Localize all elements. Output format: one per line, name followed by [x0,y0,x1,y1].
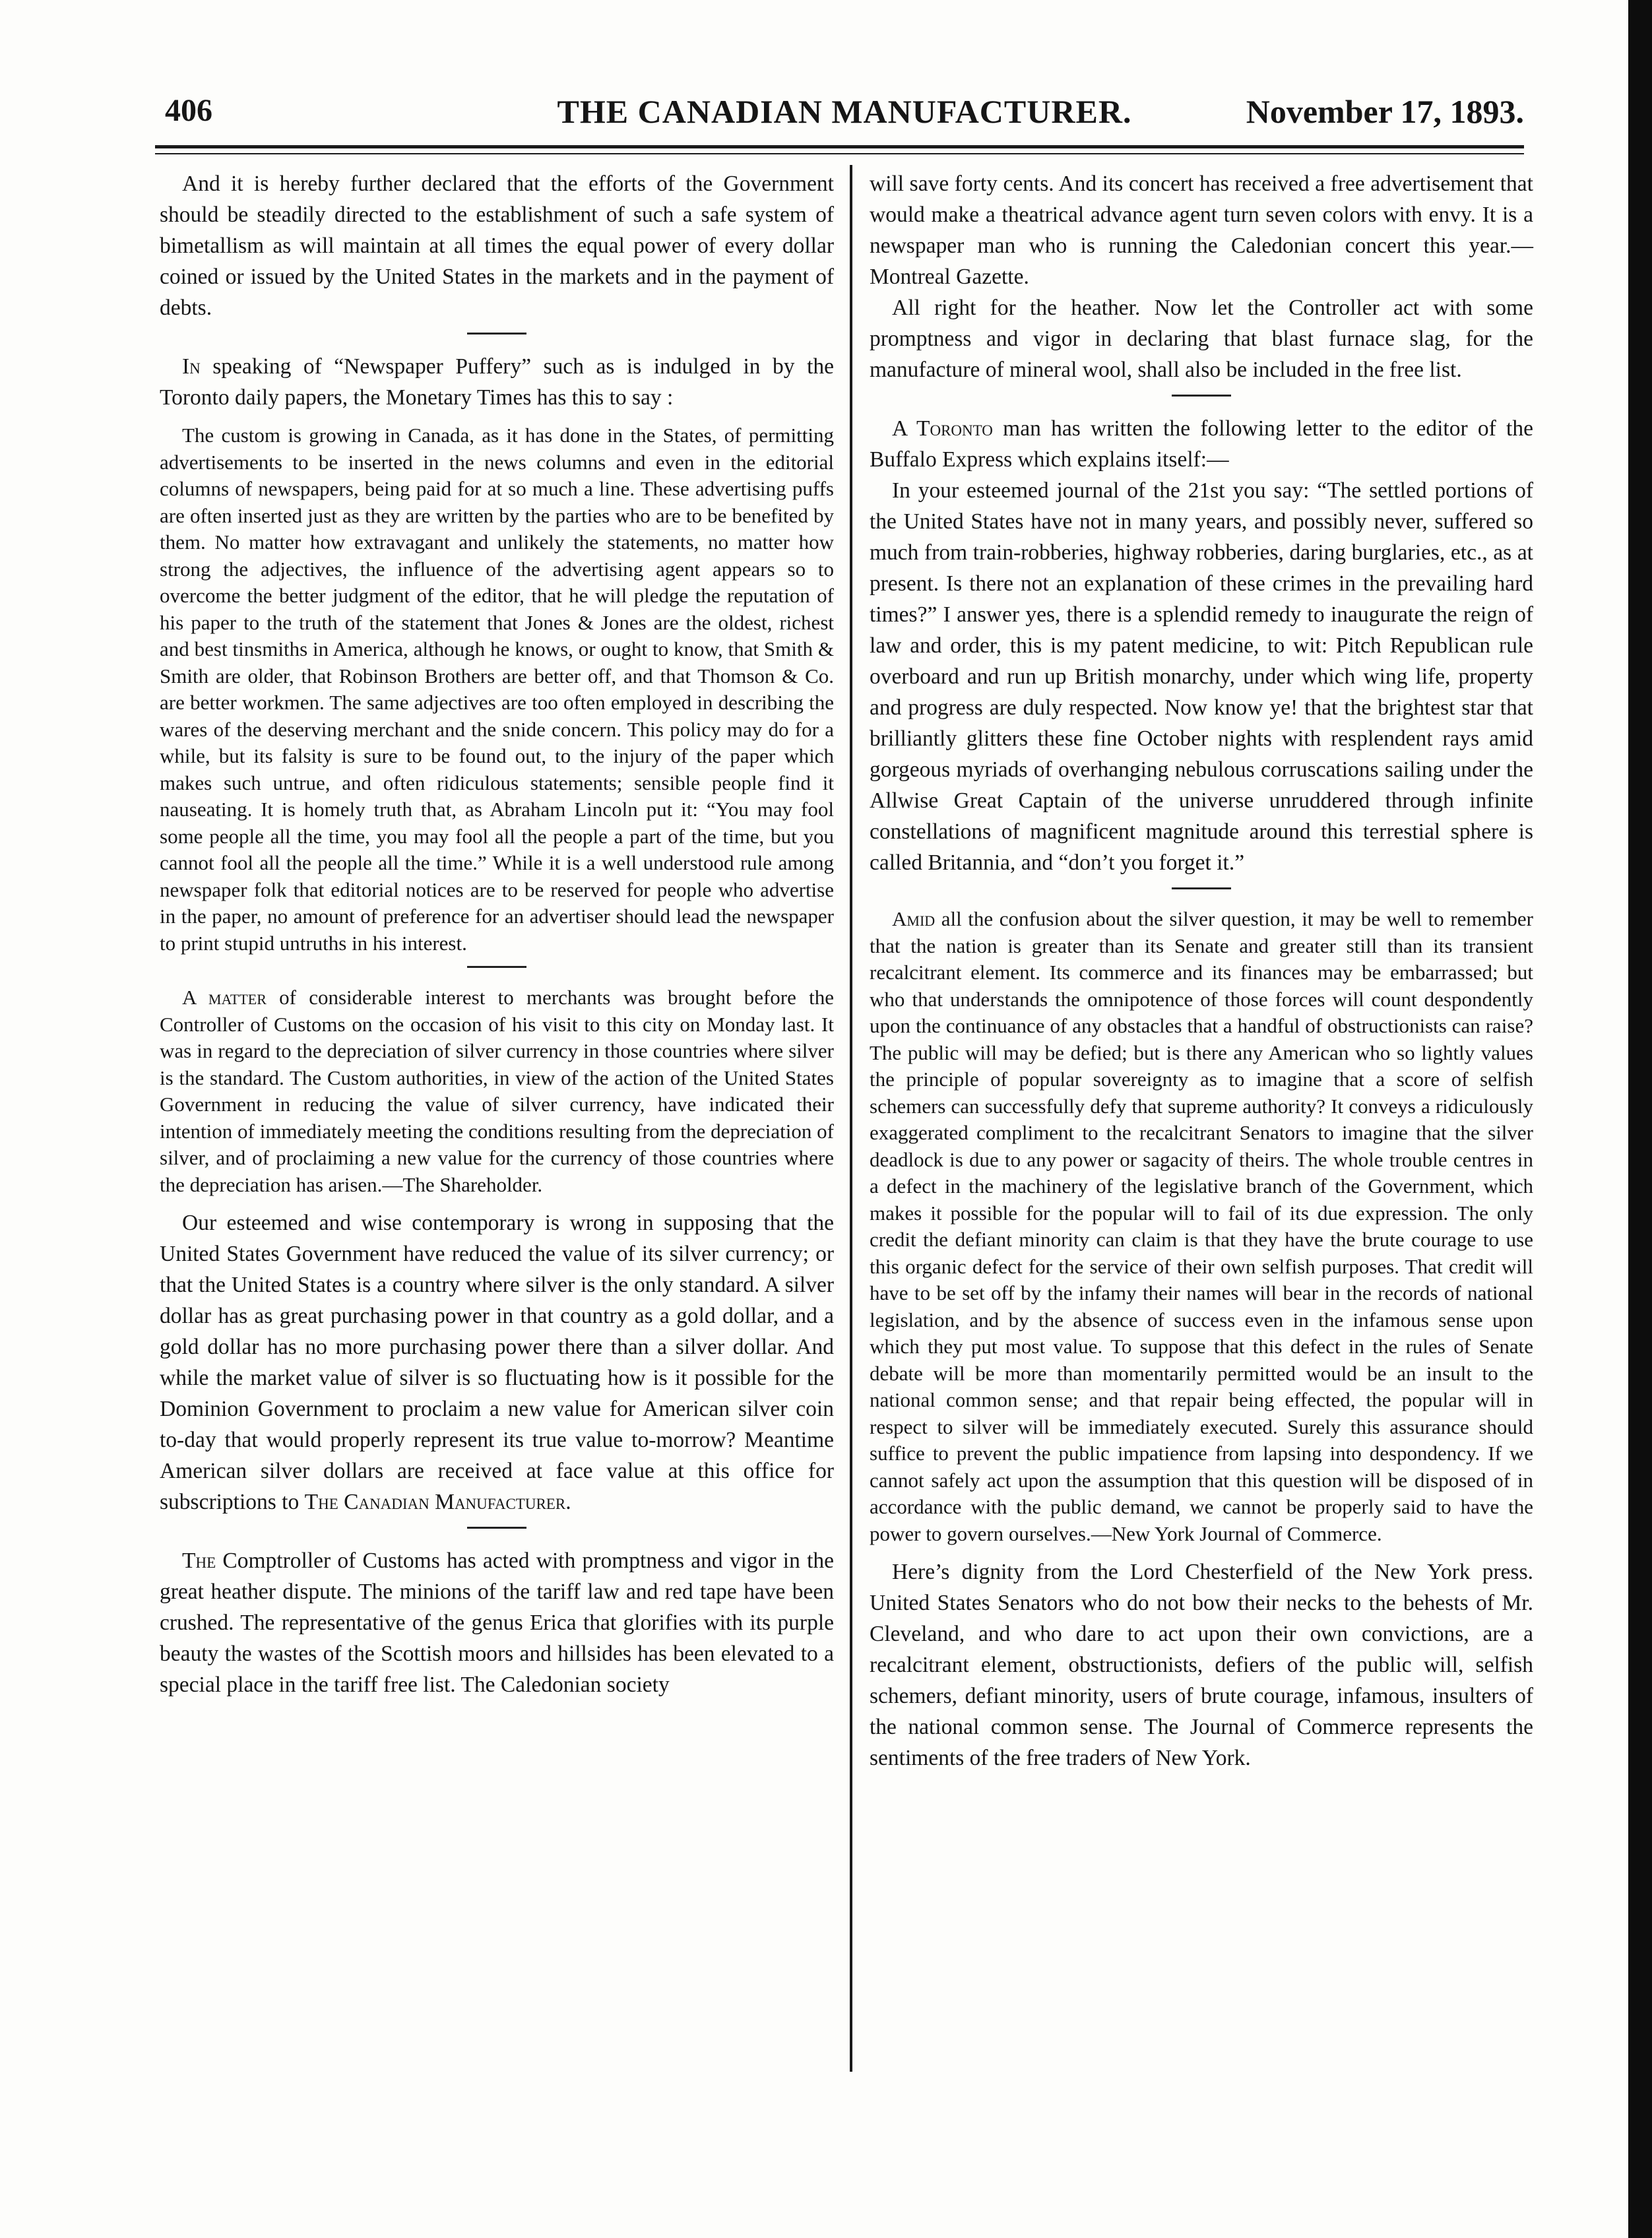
contemporary-paragraph [160,1207,834,1518]
matter-lead: A matter [182,986,267,1009]
page-edge-shadow [1628,0,1652,2238]
section-separator [467,333,526,335]
comptroller-text: Comptroller of Customs has acted with promptness and vigor in the great heather dispute. The minions of the tariff law and red tape have been crushed. The representative of the genus Erica that glorifies with its purple beauty the wastes of the Scottish moors and hillsides has been elevated to a special place in the tariff free list. The Caledonian society [160,1549,834,1697]
journal-title: THE CANADIAN MANUFACTURER. [557,93,1132,130]
matter-paragraph [160,984,834,1198]
toronto-lead: A Toronto [892,416,993,441]
header-rule-bottom [155,153,1524,154]
page-header [165,92,1524,139]
puffery-intro-paragraph [160,351,834,413]
issue-date: November 17, 1893. [1246,93,1524,130]
left-column [160,168,834,1700]
caledonian-continuation: will save forty cents. And its concert has received a free advertisement that would make a theatrical advance agent turn seven colors with envy. It is a newspaper man who is running the Caledonian concert this year.—Montreal Gazette. [870,172,1533,289]
amid-paragraph [870,906,1533,1547]
declaration-paragraph: And it is hereby further declared that the efforts of the Government should be steadily directed to the establishment of such a safe system of bimetallism as will maintain at all times the equal power of every dollar coined or issued by the United States in the markets and in the payment of debts. [160,172,834,320]
puffery-intro-text: speaking of “Newspaper Puffery” such as is indulged in by the Toronto daily papers, the Monetary Times has this to say : [160,354,834,410]
right-column [870,168,1533,1774]
amid-text: all the confusion about the silver question, it may be well to remember that the nation is greater than its Senate and greater still than its transient recalcitrant element. Its commerce and its finances may be embarrassed; but who that understands the omnipotence of those forces will count despondently upon the continuance of any obstacles that a handful of obstructionists can raise? The public will may be defied; but is there any American who so lightly values the principle of popular sovereignty as to imagine that a score of selfish schemers can successfully defy that supreme authority? It conveys a ridiculously exaggerated compliment to the recalcitrant Senators to imagine that the silver deadlock is due to any power or sagacity of theirs. The whole trouble centres in a defect in the machinery of the legislative branch of the Government, which makes it possible for the popular will to fail of its due expression. The only credit the defiant minority can claim is that they have the brute courage to use this organic defect for the service of their own selfish purposes. That credit will have to be set off by the infamy their names will bear in the records of national legislation, and by the absence of success even in the infamous sense upon which they put most value. To suppose that this defect in the rules of Senate debate will be more than momentarily permitted would be an insult to the national common sense; and that repair being effected, the popular will in respect to silver will be immediately executed. Surely this assurance should suffice to prevent the public impatience from lapsing into despondency. If we cannot safely act upon the assumption that this question will be disposed of in accordance with the public demand, we cannot be properly said to have the power to govern ourselves.—New York Journal of Commerce. [870,907,1533,1545]
comptroller-lead: The [182,1549,216,1573]
section-separator [467,1527,526,1529]
puffery-quote-paragraph: The custom is growing in Canada, as it has done in the States, of permitting advertisements to be inserted in the news columns and even in the editorial columns of newspapers, being paid for at so much a line. These advertising puffs are often inserted just as they are written by the parties who are to be benefited by them. No matter how extravagant and unlikely the statements, no matter how strong the adjectives, the influence of the advertising agent appears so to overcome the better judgment of the editor, that he will pledge the reputation of his paper to the truth of the statement that Jones & Jones are the oldest, richest and best tinsmiths in America, although he knows, or ought to know, that Smith & Smith are older, that Robinson Brothers are better off, and that Thomson & Co. are better workmen. The same adjectives are too often employed in describing the wares of the deserving merchant and the snide concern. This policy may do for a while, but its falsity is sure to be found out, to the injury of the paper which makes such untrue, and often ridiculous statements; sensible people find it nauseating. It is homely truth that, as Abraham Lincoln put it: “You may fool some people all the time, you may fool all the people a part of the time, but you cannot fool all the people all the time.” While it is a well understood rule among newspaper folk that editorial notices are to be reserved for people who advertise in the paper, no amount of preference for an advertiser should lead the newspaper to print stupid untruths in his interest. [160,424,834,955]
page-number: 406 [165,93,212,128]
column-divider [850,165,852,2072]
section-separator [467,966,526,969]
toronto-letter-paragraph: In your esteemed journal of the 21st you say: “The settled portions of the United States have not in many years, and possibly never, suffered so much from train-robberies, highway robberies, daring burglaries, etc., as at present. Is there not an explanation of these crimes in the prevailing hard times?” I answer yes, there is a splendid remedy to inaugurate the reign of law and order, this is my patent medicine, to wit: Pitch Republican rule overboard and run up British monarchy, under which wing life, property and progress are duly respected. Now know ye! that the brightest star that brilliantly glitters these fine October nights with resplendent rays amid gorgeous myriads of overhanging nebulous corruscations sailing under the Allwise Great Captain of the universe unruddered through infinite constellations of magnificent magnitude around this terrestial sphere is called Britannia, and “don’t you forget it.” [870,478,1533,875]
toronto-intro-text: man has written the following letter to the editor of the Buffalo Express which explains itself:— [870,416,1533,472]
section-separator [1172,887,1231,890]
manufacturer-smallcaps: The Canadian Manufacturer. [304,1490,571,1514]
heather-paragraph: All right for the heather. Now let the Controller act with some promptness and vigor in declaring that blast furnace slag, for the manufacture of mineral wool, shall also be included in the free list. [870,296,1533,382]
header-rule-top [155,145,1524,148]
puffery-lead: In [182,354,201,379]
matter-text: of considerable interest to merchants was brought before the Controller of Customs on the occasion of his visit to this city on Monday last. It was in regard to the depreciation of silver currency in those countries where silver is the standard. The Custom authorities, in view of the action of the United States Government in reducing the value of silver currency, have indicated their intention of immediately meeting the conditions resulting from the depreciation of silver, and of proclaiming a new value for the currency of those countries where the depreciation has arisen.—The Shareholder. [160,986,834,1196]
section-separator [1172,395,1231,397]
comptroller-paragraph [160,1545,834,1700]
contemporary-text: Our esteemed and wise contemporary is wrong in supposing that the United States Government have reduced the value of its silver currency; or that the United States is a country where silver is the only standard. A silver dollar has as great purchasing power in that country as a gold dollar, and a gold dollar has no more purchasing power there than a silver dollar. And while the market value of silver is so fluctuating how is it possible for the Dominion Government to proclaim a new value for American silver coin to-day that would properly represent its true value to-morrow? Meantime American silver dollars are received at face value at this office for subscriptions to [160,1211,834,1514]
dignity-paragraph: Here’s dignity from the Lord Chesterfield of the New York press. United States Senators who do not bow their necks to the behests of Mr. Cleveland, and who dare to act upon their own convictions, are a recalcitrant element, obstructionists, defiers of the public will, selfish schemers, defiant minority, users of brute courage, infamous, insulters of the national common sense. The Journal of Commerce represents the sentiments of the free traders of New York. [870,1560,1533,1770]
toronto-intro-paragraph [870,413,1533,475]
amid-lead: Amid [892,907,936,930]
